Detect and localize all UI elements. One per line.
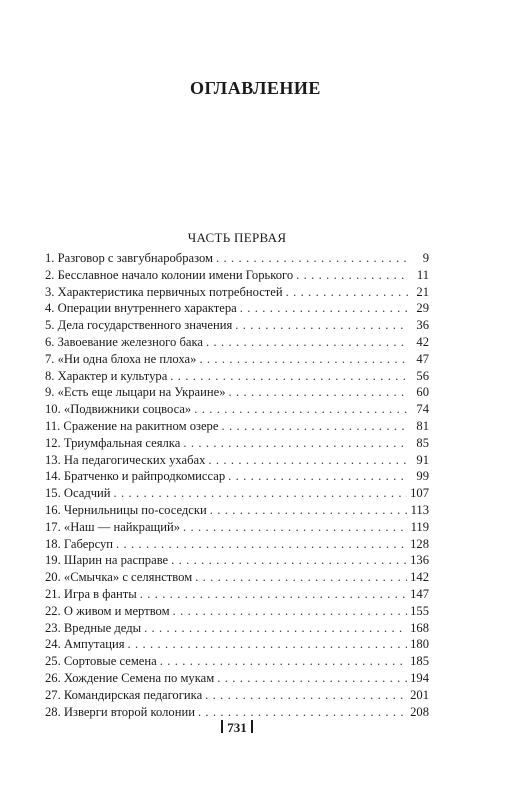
dot-leader — [216, 250, 408, 267]
toc-entry[interactable] — [45, 687, 429, 704]
toc-entry-title: 28. Изверги второй колонии — [45, 704, 195, 719]
toc-entry-title: 3. Характеристика первичных потребностей — [45, 284, 283, 299]
dot-leader — [183, 435, 408, 452]
dot-leader — [199, 351, 408, 368]
toc-entry-page: 119 — [410, 519, 429, 534]
toc-entry-page: 147 — [410, 586, 429, 601]
toc-entry-page: 29 — [416, 301, 429, 316]
toc-entry-title: 24. Ампутация — [45, 637, 125, 652]
toc-entry-page: 47 — [416, 351, 429, 366]
dot-leader — [286, 284, 408, 301]
toc-entry[interactable] — [45, 569, 429, 586]
toc-entry-page: 128 — [410, 536, 429, 551]
toc-entry-title: 10. «Подвижники соцвоса» — [45, 402, 192, 417]
dot-leader — [221, 418, 408, 435]
toc-entry-page: 113 — [410, 502, 429, 517]
toc-entry-page: 107 — [410, 486, 429, 501]
toc-entry[interactable] — [45, 552, 429, 569]
toc-entry[interactable] — [45, 519, 429, 536]
table-of-contents — [45, 250, 429, 720]
toc-entry[interactable] — [45, 586, 429, 603]
toc-entry[interactable] — [45, 704, 429, 721]
toc-entry-title: 16. Чернильницы по-соседски — [45, 502, 207, 517]
page-number — [0, 720, 474, 736]
toc-entry[interactable] — [45, 384, 429, 401]
dot-leader — [296, 267, 408, 284]
toc-entry-page: 99 — [416, 469, 429, 484]
toc-entry-page: 81 — [416, 418, 429, 433]
toc-entry-page: 9 — [422, 251, 429, 265]
dot-leader — [171, 552, 407, 569]
dot-leader — [160, 653, 407, 670]
toc-entry-title: 25. Сортовые семена — [45, 654, 157, 669]
dot-leader — [235, 317, 408, 334]
toc-entry-page: 21 — [416, 284, 429, 299]
toc-entry-page: 11 — [416, 267, 429, 282]
dot-leader — [240, 300, 408, 317]
dot-leader — [195, 569, 407, 586]
toc-entry[interactable] — [45, 603, 429, 620]
toc-entry-page: 42 — [416, 334, 429, 349]
toc-entry-title: 14. Братченко и райпродкомиссар — [45, 469, 226, 484]
toc-entry-page: 194 — [410, 670, 429, 685]
dot-leader — [206, 334, 408, 351]
dot-leader — [183, 519, 408, 536]
toc-entry-title: 15. Осадчий — [45, 486, 111, 501]
toc-entry[interactable] — [45, 401, 429, 418]
dot-leader — [228, 468, 408, 485]
toc-entry[interactable] — [45, 250, 429, 267]
toc-entry-page: 185 — [410, 654, 429, 669]
toc-entry[interactable] — [45, 418, 429, 435]
toc-entry[interactable] — [45, 636, 429, 653]
dot-leader — [144, 620, 407, 637]
folio-bar-right — [251, 720, 253, 733]
toc-entry[interactable] — [45, 468, 429, 485]
toc-entry[interactable] — [45, 502, 429, 519]
toc-entry[interactable] — [45, 334, 429, 351]
dot-leader — [229, 384, 408, 401]
toc-entry[interactable] — [45, 620, 429, 637]
toc-entry-title: 27. Командирская педагогика — [45, 687, 203, 702]
dot-leader — [194, 401, 408, 418]
toc-entry-title: 12. Триумфальная сеялка — [45, 435, 181, 450]
toc-entry-title: 2. Бесславное начало колонии имени Горького — [45, 267, 294, 282]
toc-entry-title: 4. Операции внутреннего характера — [45, 301, 237, 316]
toc-entry[interactable] — [45, 267, 429, 284]
toc-entry[interactable] — [45, 351, 429, 368]
toc-entry-page: 60 — [416, 385, 429, 400]
toc-entry-title: 8. Характер и культура — [45, 368, 168, 383]
dot-leader — [208, 452, 408, 469]
toc-entry-title: 18. Габерсуп — [45, 536, 114, 551]
page-title: ОГЛАВЛЕНИЕ — [190, 78, 321, 98]
dot-leader — [217, 670, 407, 687]
toc-entry-title: 11. Сражение на ракитном озере — [45, 418, 219, 433]
toc-entry-page: 155 — [410, 603, 429, 618]
toc-entry-page: 136 — [410, 553, 429, 568]
toc-entry[interactable] — [45, 452, 429, 469]
toc-entry[interactable] — [45, 317, 429, 334]
toc-entry[interactable] — [45, 485, 429, 502]
toc-entry[interactable] — [45, 368, 429, 385]
toc-entry-title: 21. Игра в фанты — [45, 586, 137, 601]
dot-leader — [173, 603, 408, 620]
toc-entry-page: 201 — [410, 687, 429, 702]
toc-entry-page: 36 — [416, 318, 429, 333]
toc-entry-title: 1. Разговор с завгубнаробразом — [45, 251, 214, 265]
toc-entry-title: 26. Хождение Семена по мукам — [45, 670, 215, 685]
dot-leader — [198, 704, 407, 721]
part-title: ЧАСТЬ ПЕРВАЯ — [187, 230, 287, 245]
folio-bar-left — [221, 720, 223, 733]
toc-entry-page: 180 — [410, 637, 429, 652]
toc-entry-title: 22. О живом и мертвом — [45, 603, 170, 618]
dot-leader — [140, 586, 407, 603]
toc-entry[interactable] — [45, 284, 429, 301]
page-number-value: 731 — [227, 720, 247, 735]
dot-leader — [128, 636, 408, 653]
dot-leader — [114, 485, 408, 502]
toc-entry-page: 142 — [410, 570, 429, 585]
toc-entry-page: 74 — [416, 402, 429, 417]
toc-entry-title: 9. «Есть еще лыцари на Украине» — [45, 385, 226, 400]
toc-entry-title: 5. Дела государственного значения — [45, 318, 233, 333]
dot-leader — [116, 536, 407, 553]
toc-entry-title: 19. Шарин на расправе — [45, 553, 169, 568]
toc-entry-page: 168 — [410, 620, 429, 635]
toc-entry-page: 91 — [416, 452, 429, 467]
toc-entry-title: 13. На педагогических ухабах — [45, 452, 206, 467]
toc-entry-title: 20. «Смычка» с селянством — [45, 570, 193, 585]
dot-leader — [170, 368, 408, 385]
toc-entry-title: 7. «Ни одна блоха не плоха» — [45, 351, 197, 366]
toc-entry-title: 23. Вредные деды — [45, 620, 142, 635]
dot-leader — [205, 687, 407, 704]
toc-entry[interactable] — [45, 653, 429, 670]
toc-entry-page: 85 — [416, 435, 429, 450]
toc-entry[interactable] — [45, 670, 429, 687]
toc-entry-page: 56 — [416, 368, 429, 383]
toc-entry[interactable] — [45, 435, 429, 452]
toc-entry[interactable] — [45, 300, 429, 317]
toc-entry-title: 17. «Наш — найкращий» — [45, 519, 181, 534]
toc-entry-page: 208 — [410, 704, 429, 719]
toc-entry-title: 6. Завоевание железного бака — [45, 334, 203, 349]
toc-entry[interactable] — [45, 536, 429, 553]
dot-leader — [210, 502, 408, 519]
